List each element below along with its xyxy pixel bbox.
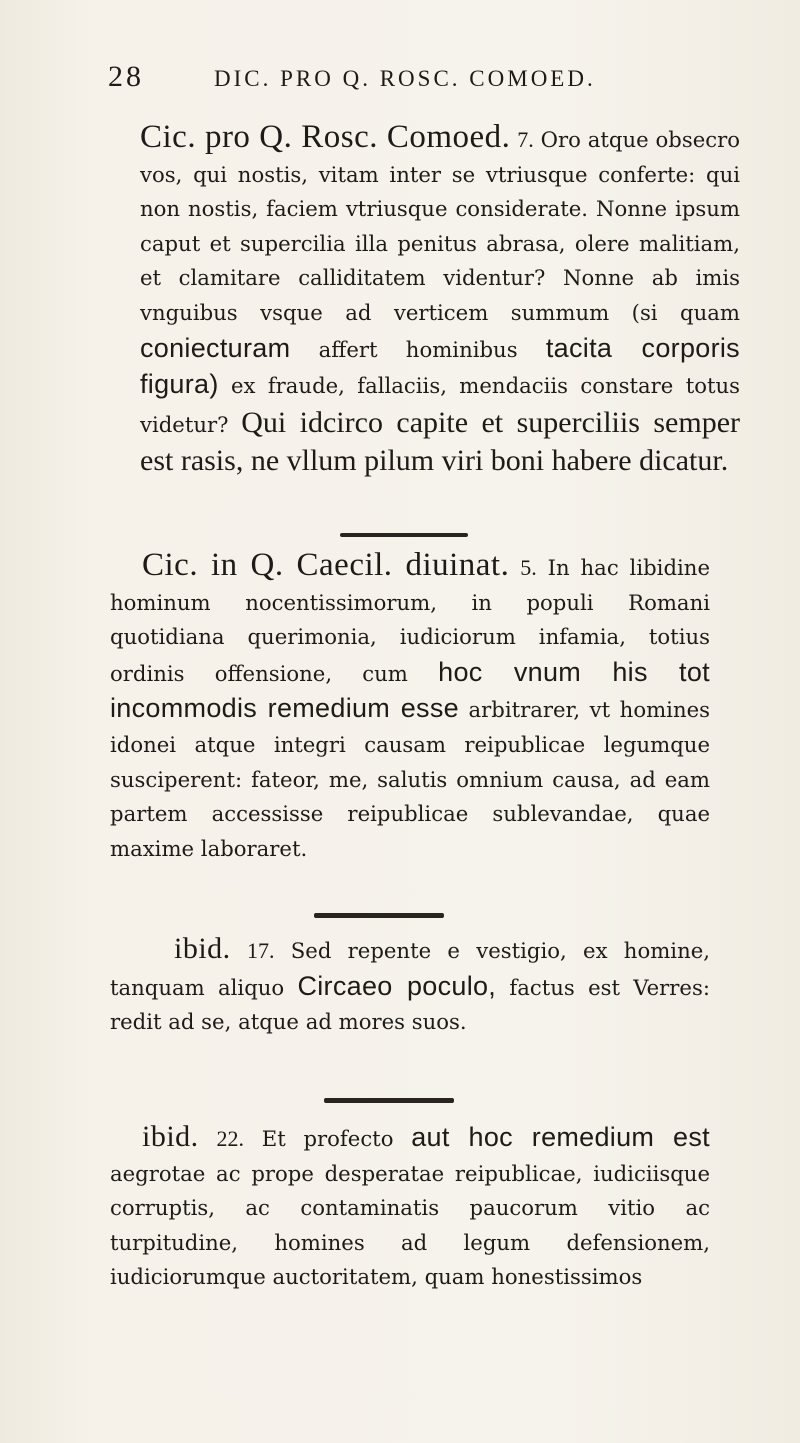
emphasis-text: coniecturam [140,332,291,363]
passage-text: affert hominibus [318,336,518,362]
passage-text: In hac libidine hominum nocentissimorum, in populi Romani quotidiana querimonia, iudiciorum infamia, totius ordinis offensione, cum [110,555,710,686]
passage-ibid-22 [110,1120,710,1295]
emphasis-text: hoc vnum his tot incommodis remedium esse [110,656,710,724]
passage-pro-rosc [110,120,740,481]
page-header [108,60,728,100]
passage-ibid-17 [110,932,710,1040]
emphasis-text: tacita corporis figura) [140,332,740,400]
passage-text: factus est Verres: redit ad se, atque ad mores suos. [110,974,710,1035]
citation-ref: ibid. [174,932,231,965]
citation-ref: Cic. in Q. Caecil. diuinat. [142,547,510,583]
running-title: DIC. PRO Q. ROSC. COMOED. [214,66,596,91]
emphasis-text: Circaeo poculo, [297,970,497,1001]
section-divider [340,533,468,537]
citation-ref: Cic. pro Q. Rosc. Comoed. [140,119,511,155]
emphasis-closing: Qui idcirco capite et superciliis semper est rasis, ne vllum pilum viri boni habere dicatur. [140,405,740,478]
section-divider [324,1098,454,1103]
citation-section: 7. [517,127,534,152]
passage-divinatio [110,548,710,866]
passage-text: Et profecto [261,1126,394,1151]
citation-section: 5. [520,555,537,580]
section-divider [314,913,444,918]
passage-text: aegrotae ac prope desperatae reipublicae, iudiciisque corruptis, ac contaminatis paucorum vitio ac turpitudine, homines ad legum defensionem, iudiciorumque auctoritatem, quam honestissimos [110,1160,710,1290]
citation-section: 22. [216,1126,244,1151]
passage-text: Oro atque obsecro vos, qui nostis, vitam inter se vtriusque conferte: qui non nostis, faciem vtriusque considerate. Nonne ipsum caput et supercilia illa penitus abrasa, olere malitiam, et clamitare calliditatem videntur? Nonne ab imis vnguibus vsque ad verticem summum (si quam [140,127,740,325]
emphasis-text: aut hoc remedium est [411,1122,710,1152]
passage-text: Sed repente e vestigio, ex homine, tanquam aliquo [110,938,710,1000]
passage-text: arbitrarer, vt homines idonei atque integri causam reipublicae legumque susciperent: fateor, me, salutis omnium causa, ad eam partem accessisse reipublicae sublevandae, quae maxime laboraret. [110,697,710,861]
passage-text: ex fraude, fallaciis, mendaciis constare totus videtur? [140,373,740,437]
citation-section: 17. [246,938,275,963]
citation-ref: ibid. [142,1120,199,1153]
page-number: 28 [108,60,144,93]
